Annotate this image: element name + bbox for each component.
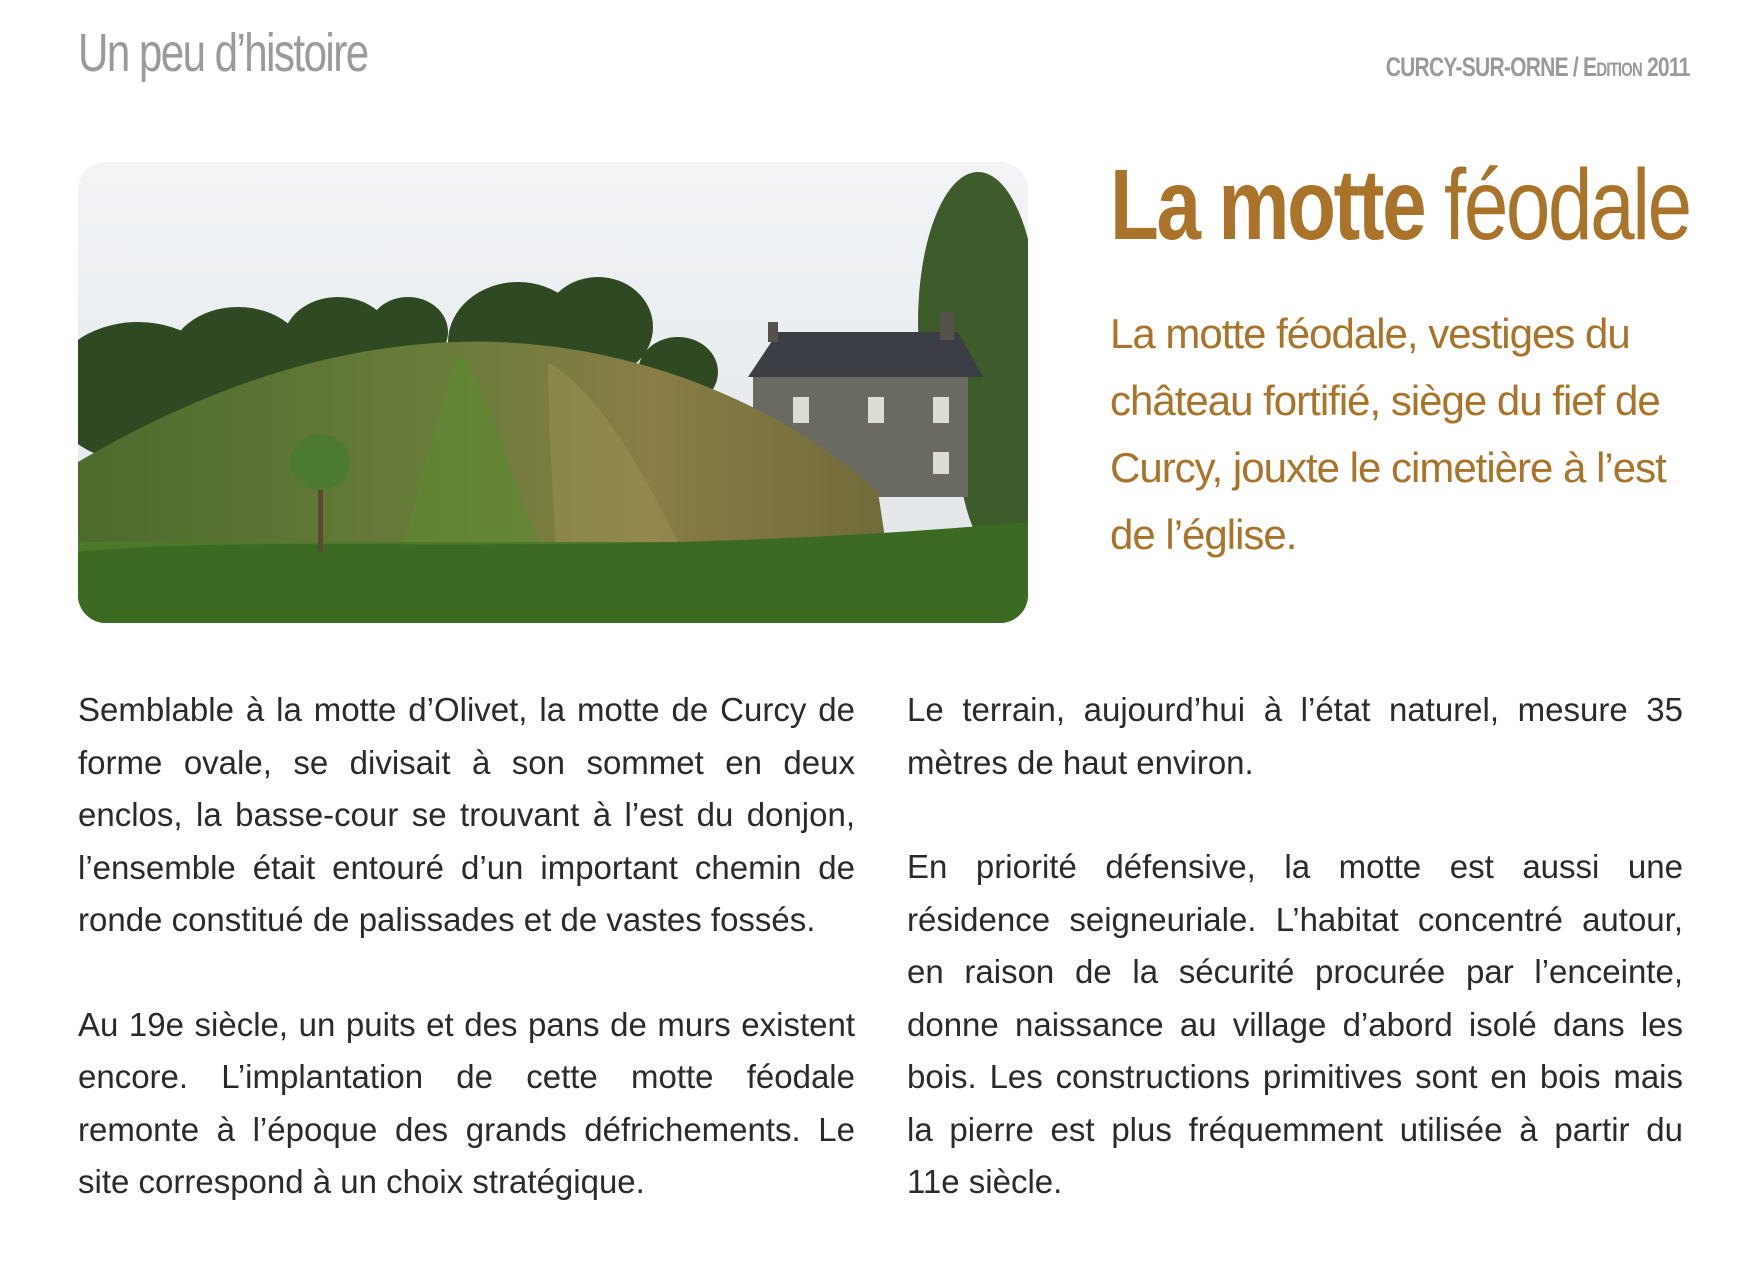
edition-word: Edition [1583, 52, 1643, 82]
body-column-left [78, 684, 855, 1261]
section-title: Un peu d’histoire [78, 23, 368, 83]
body-column-right [907, 684, 1683, 1261]
body-paragraph: En priorité défensive, la motte est aussi une résidence seigneuriale. L’habitat concentré autour, en raison de la sécurité procurée par l’enceinte, donne naissance au village d’abord isolé dans les bois. Les constructions primitives sont en bois mais la pierre est plus fréquemment utilisée à partir du 11e siècle. [907, 848, 1683, 1200]
body-paragraph: Au 19e siècle, un puits et des pans de murs existent encore. L’implantation de cette motte féodale remonte à l’époque des grands défrichements. Le site correspond à un choix stratégique. [78, 1005, 855, 1200]
article-lead: La motte féodale, vestiges du château fortifié, siège du fief de Curcy, jouxte le cimetière à l’est de l’église. [1110, 310, 1666, 558]
headline-regular: féodale [1444, 149, 1690, 261]
motte-photo-illustration [78, 162, 1028, 623]
headline-bold: La motte [1110, 149, 1425, 261]
body-paragraph: Le terrain, aujourd’hui à l’état naturel, mesure 35 mètres de haut environ. [907, 691, 1683, 781]
motte-photo [78, 162, 1028, 623]
publication-name: CURCY-SUR-ORNE / [1386, 52, 1579, 82]
edition-year: 2011 [1647, 52, 1690, 82]
edition-label [1386, 52, 1690, 83]
article-headline [1110, 148, 1690, 263]
body-paragraph: Semblable à la motte d’Olivet, la motte de Curcy de forme ovale, se divisait à son sommet en deux enclos, la basse-cour se trouvant à l’est du donjon, l’ensemble était entouré d’un important chemin de ronde constitué de palissades et de vastes fossés. [78, 691, 855, 938]
